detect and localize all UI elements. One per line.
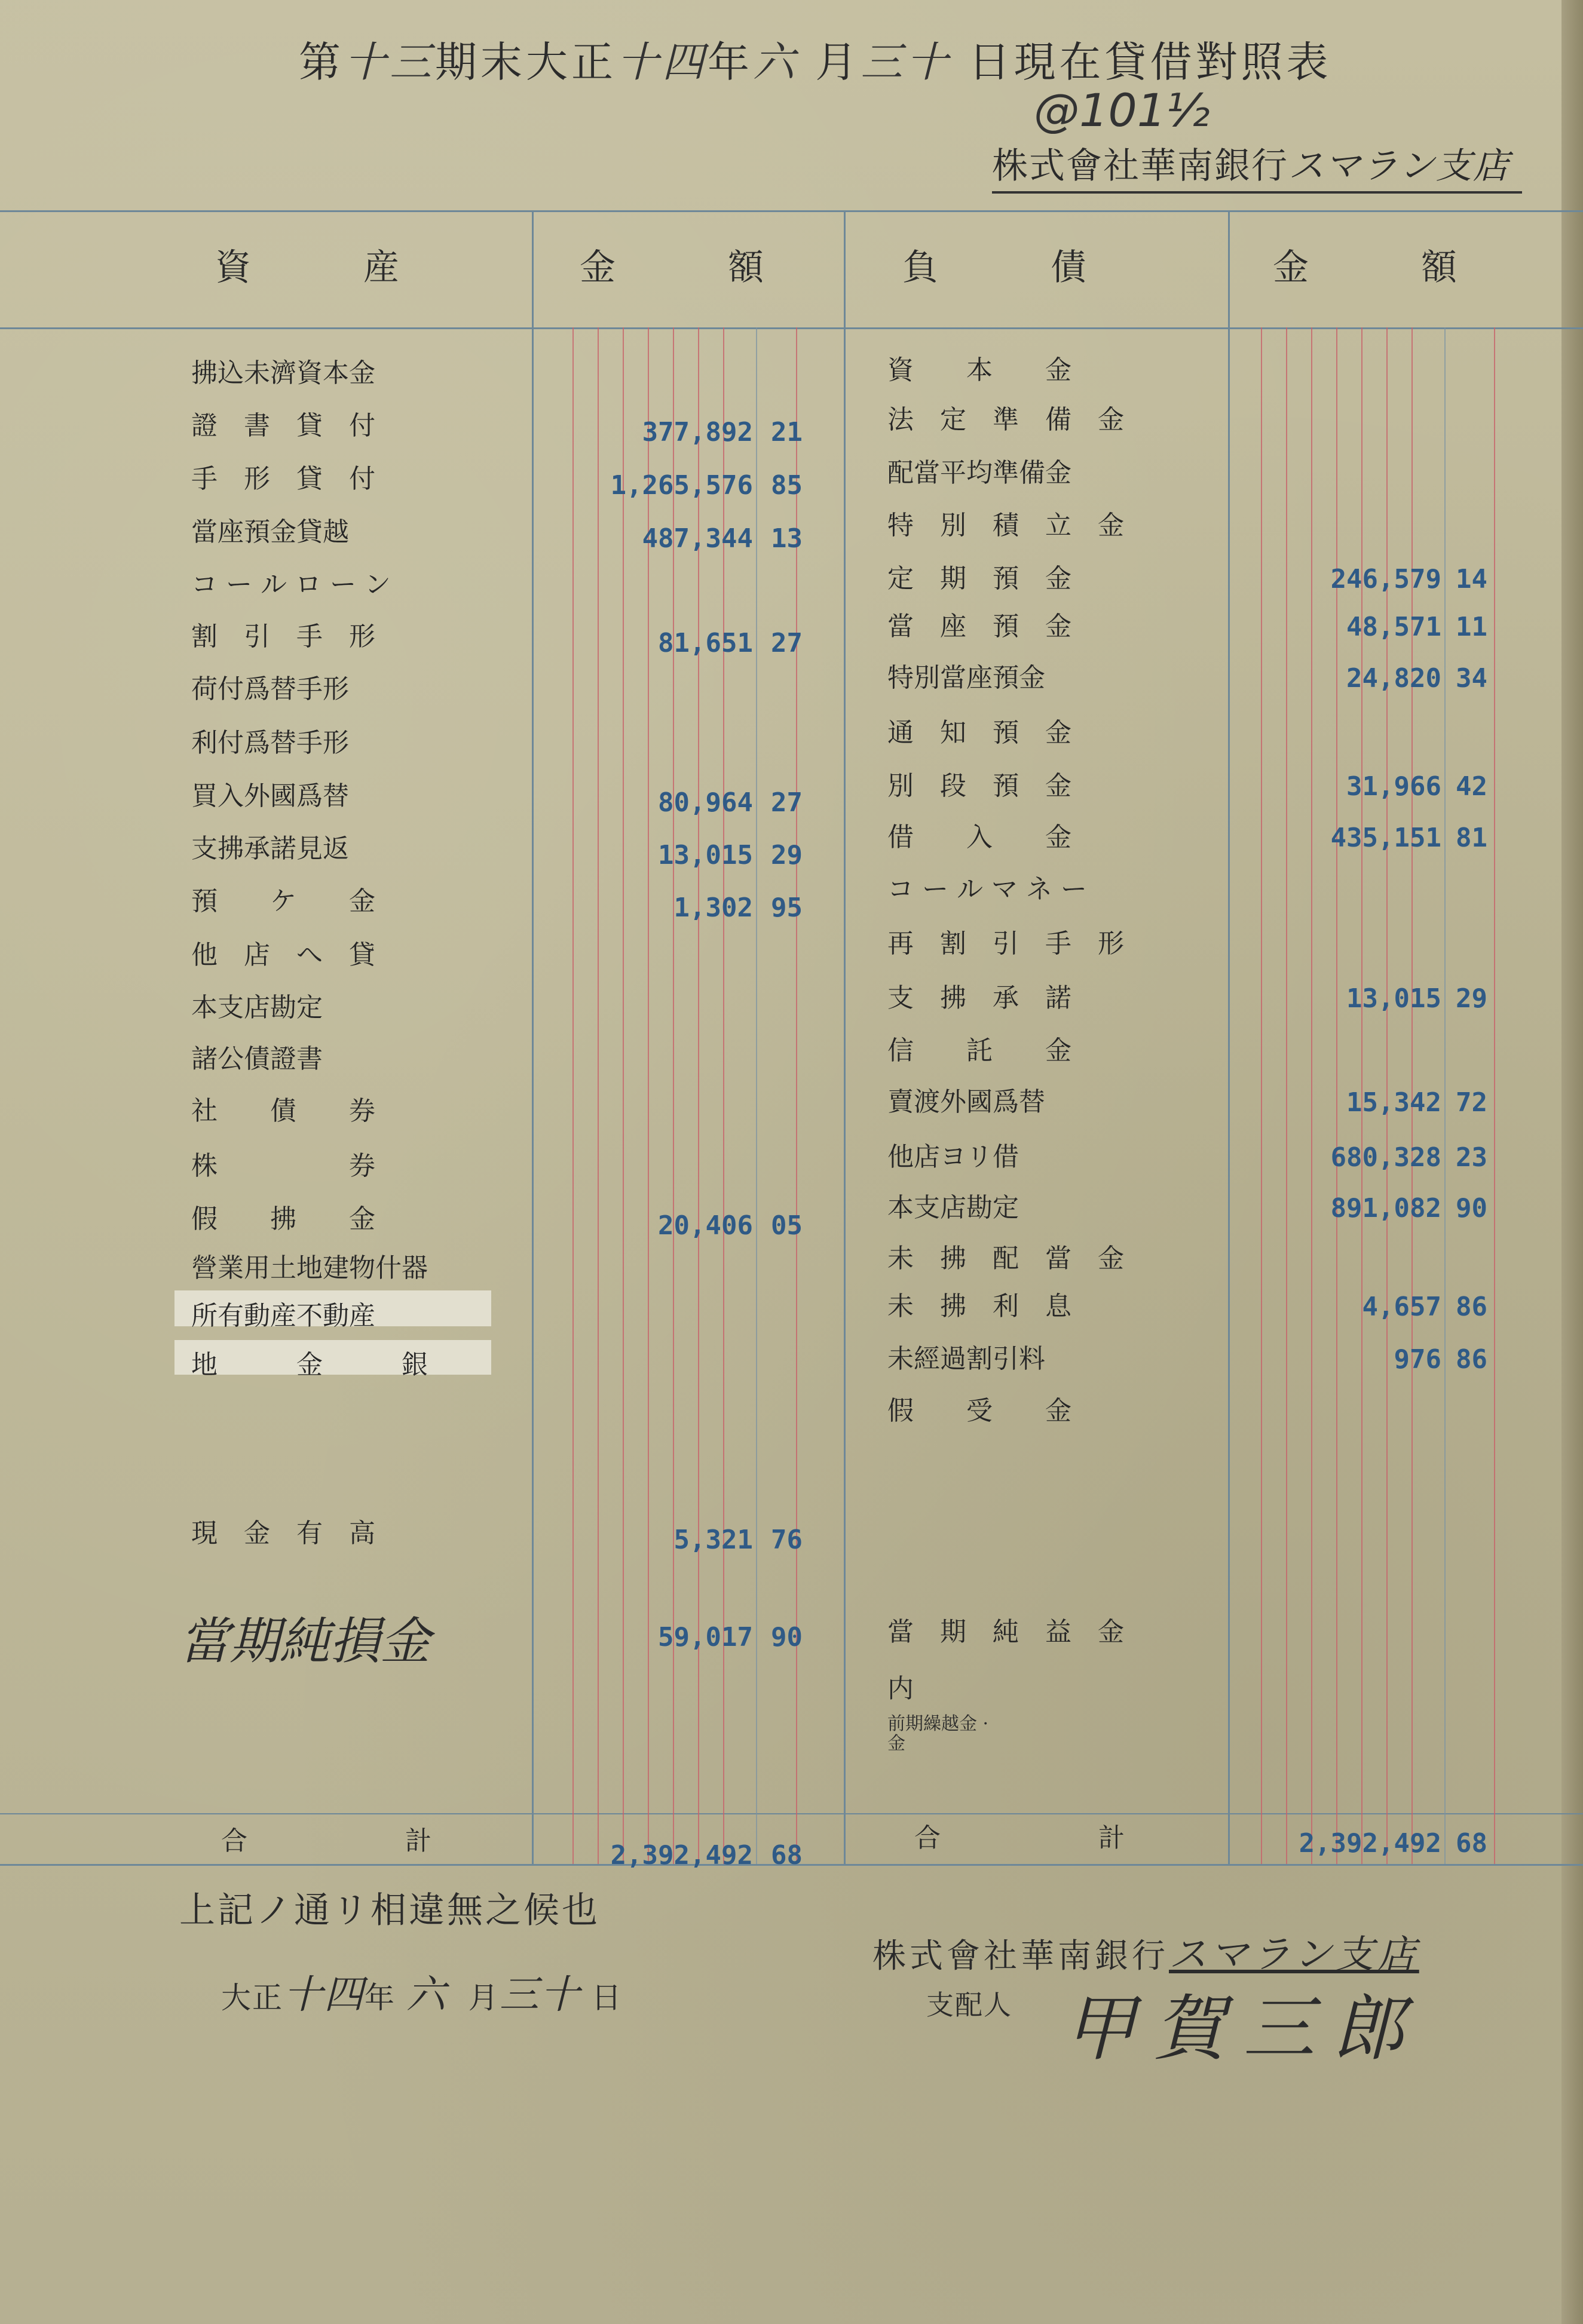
liability-row-label: 本支店勘定 (887, 1192, 1019, 1223)
branch-name: スマラン支店 (1288, 145, 1510, 187)
net-loss-yen: 59,017 (658, 1622, 753, 1652)
sen-col-rule (1444, 327, 1446, 1864)
liability-row-label: 未 拂 配 當 金 (887, 1243, 1124, 1274)
asset-row-label: 手 形 貸 付 (191, 464, 375, 494)
liability-row-sen: 14 (1456, 564, 1487, 594)
total-liabilities-yen: 2,392,492 (1299, 1828, 1441, 1859)
liability-row-yen: 4,657 (1362, 1292, 1441, 1322)
sen-col-rule (756, 327, 757, 1864)
asset-row-label: 當座預金貸越 (191, 517, 349, 547)
table-col-rule (1228, 210, 1230, 1865)
liability-row-label: コ ー ル マ ネ ー (887, 874, 1087, 905)
carry-forward-label: 前期繰越金 · (887, 1713, 989, 1734)
liabilities-column-header: 負 債 (902, 247, 1088, 289)
asset-row-sen: 29 (771, 840, 803, 870)
asset-row-yen: 13,015 (658, 840, 753, 870)
asset-row-label: 諸公債證書 (191, 1044, 323, 1074)
asset-row-sen: 27 (771, 628, 803, 658)
liability-row-label: 資 本 金 (887, 355, 1071, 385)
liability-row-label: 再 割 引 手 形 (887, 928, 1124, 959)
date-part: 日 (591, 1980, 623, 2015)
asset-row-label: 預 ケ 金 (191, 886, 375, 916)
manager-title: 支配人 (926, 1989, 1012, 2021)
title-part: 第 (299, 38, 344, 87)
page-edge (1561, 0, 1583, 2324)
asset-row-label: 株 券 (191, 1151, 375, 1181)
asset-row-sen: 27 (771, 787, 803, 818)
liability-row-label: 別 段 預 金 (887, 771, 1071, 801)
liability-row-sen: 90 (1456, 1193, 1487, 1224)
manager-signature: 甲賀三郎 (1064, 1988, 1422, 2071)
asset-row-yen: 1,265,576 (610, 470, 753, 501)
title-part: 日現在貸借對照表 (968, 38, 1332, 87)
date-part: 年 (365, 1980, 396, 2015)
asset-row-yen: 81,651 (658, 628, 753, 658)
asset-row-sen: 05 (771, 1210, 803, 1241)
asset-row-sen: 21 (771, 417, 803, 447)
title-part: 期末大正 (435, 38, 617, 87)
liability-row-yen: 435,151 (1330, 823, 1441, 853)
total-assets-sen: 68 (771, 1840, 803, 1871)
amount-column-header: 金 額 (580, 247, 765, 289)
asset-row-sen: 85 (771, 470, 803, 501)
liability-row-yen: 31,966 (1346, 771, 1441, 802)
title-month: 六 (753, 38, 798, 87)
table-subtotal-rule (0, 1813, 1583, 1814)
date-day: 三十 (499, 1972, 581, 2018)
net-loss-sen: 90 (771, 1622, 803, 1652)
date-era: 大正 (221, 1980, 283, 2015)
table-top-rule (0, 210, 1583, 212)
asset-row-label: 割 引 手 形 (191, 621, 375, 652)
liability-row-label: 定 期 預 金 (887, 563, 1071, 594)
asset-row-label: 買入外國爲替 (191, 781, 349, 811)
bank-branch-header (992, 137, 1522, 194)
title-term: 十三 (344, 38, 435, 87)
asset-row-yen: 377,892 (642, 417, 753, 447)
footer-branch-name: スマラン支店 (1169, 1933, 1419, 1977)
asset-row-label: 本支店勘定 (191, 992, 323, 1023)
liability-row-sen: 81 (1456, 823, 1487, 853)
liability-row-yen: 24,820 (1346, 663, 1441, 694)
liability-row-sen: 23 (1456, 1142, 1487, 1173)
net-loss-label: 當期純損金 (179, 1612, 431, 1670)
date-part: 月 (468, 1980, 500, 2015)
liability-row-sen: 86 (1456, 1344, 1487, 1375)
total-liabilities-sen: 68 (1456, 1828, 1487, 1859)
title-part: 月 (815, 38, 861, 87)
liability-row-sen: 34 (1456, 663, 1487, 694)
total-assets-yen: 2,392,492 (610, 1840, 753, 1871)
asset-row-sen: 76 (771, 1525, 803, 1555)
liability-row-sen: 11 (1456, 612, 1487, 642)
asset-row-label: 支拂承諾見返 (191, 833, 349, 864)
liability-row-label: 特 別 積 立 金 (887, 510, 1124, 541)
asset-row-label: 拂込未濟資本金 (191, 358, 375, 388)
date-month: 六 (406, 1972, 447, 2018)
total-label-liabilities: 合 計 (914, 1823, 1125, 1853)
asset-row-label: 利付爲替手形 (191, 728, 349, 758)
liability-row-yen: 246,579 (1330, 564, 1441, 594)
asset-row-label: 他 店 へ 貸 (191, 940, 375, 970)
liability-row-yen: 48,571 (1346, 612, 1441, 642)
liability-row-label: 借 入 金 (887, 822, 1071, 853)
footer-bank-name: 株式會社華南銀行 (872, 1937, 1169, 1976)
title-year: 十四 (617, 38, 708, 87)
liability-row-label: 信 託 金 (887, 1035, 1071, 1066)
asset-row-yen: 487,344 (642, 523, 753, 554)
liability-row-sen: 29 (1456, 983, 1487, 1014)
liability-row-sen: 72 (1456, 1087, 1487, 1118)
liability-row-label: 當 座 預 金 (887, 611, 1071, 642)
bank-name: 株式會社華南銀行 (992, 145, 1288, 187)
asset-row-yen: 80,964 (658, 787, 753, 818)
total-label-assets: 合 計 (221, 1826, 431, 1856)
asset-row-sen: 13 (771, 523, 803, 554)
asset-row-yen: 1,302 (673, 893, 753, 923)
liability-row-sen: 42 (1456, 771, 1487, 802)
liability-row-yen: 680,328 (1330, 1142, 1441, 1173)
asset-row-label: 所有動産不動産 (191, 1301, 375, 1331)
net-profit-uchi: 内 (887, 1673, 914, 1704)
table-header-rule (0, 327, 1583, 329)
asset-row-label: 假 拂 金 (191, 1204, 375, 1234)
carry-forward-label-2: 金 (887, 1733, 905, 1754)
liability-row-yen: 976 (1394, 1344, 1441, 1375)
title-day: 三十 (861, 38, 952, 87)
liability-row-label: 配當平均準備金 (887, 458, 1071, 488)
liability-row-yen: 15,342 (1346, 1087, 1441, 1118)
asset-row-label: 現 金 有 高 (191, 1518, 375, 1549)
liability-row-label: 特別當座預金 (887, 663, 1045, 693)
liability-row-label: 未 拂 利 息 (887, 1291, 1071, 1322)
assets-column-header: 資 産 (215, 247, 400, 289)
footer-date (221, 1963, 623, 2019)
asset-row-sen: 95 (771, 893, 803, 923)
liability-row-label: 法 定 準 備 金 (887, 404, 1124, 435)
liability-row-label: 假 受 金 (887, 1396, 1071, 1426)
title-part: 年 (708, 38, 753, 87)
certification-statement: 上記ノ通リ相違無之候也 (179, 1890, 600, 1931)
asset-row-label: 荷付爲替手形 (191, 674, 349, 704)
table-col-rule (844, 210, 846, 1865)
liability-row-yen: 891,082 (1330, 1193, 1441, 1224)
liability-row-label: 未經過割引料 (887, 1344, 1045, 1374)
net-profit-label: 當 期 純 益 金 (887, 1617, 1124, 1647)
asset-row-yen: 20,406 (658, 1210, 753, 1241)
asset-row-label: 地 金 銀 (191, 1350, 428, 1380)
liability-row-label: 他店ヨリ借 (887, 1142, 1019, 1172)
ledger-rule (1494, 327, 1495, 1864)
exchange-rate-note: @101½ (1034, 84, 1210, 137)
document-title (299, 29, 1332, 87)
liability-row-label: 通 知 預 金 (887, 718, 1071, 748)
asset-row-label: 證 書 貸 付 (191, 410, 375, 441)
footer-bank (872, 1924, 1419, 1979)
table-col-rule (532, 210, 534, 1865)
date-year: 十四 (283, 1972, 365, 2018)
asset-row-label: コ ー ル ロ ー ン (191, 569, 391, 600)
asset-row-yen: 5,321 (673, 1525, 753, 1555)
liability-row-label: 賣渡外國爲替 (887, 1087, 1045, 1117)
asset-row-label: 營業用土地建物什器 (191, 1253, 428, 1283)
liability-row-yen: 13,015 (1346, 983, 1441, 1014)
amount-column-header: 金 額 (1273, 247, 1458, 289)
asset-row-label: 社 債 券 (191, 1096, 375, 1126)
liability-row-sen: 86 (1456, 1292, 1487, 1322)
liability-row-label: 支 拂 承 諾 (887, 983, 1071, 1013)
